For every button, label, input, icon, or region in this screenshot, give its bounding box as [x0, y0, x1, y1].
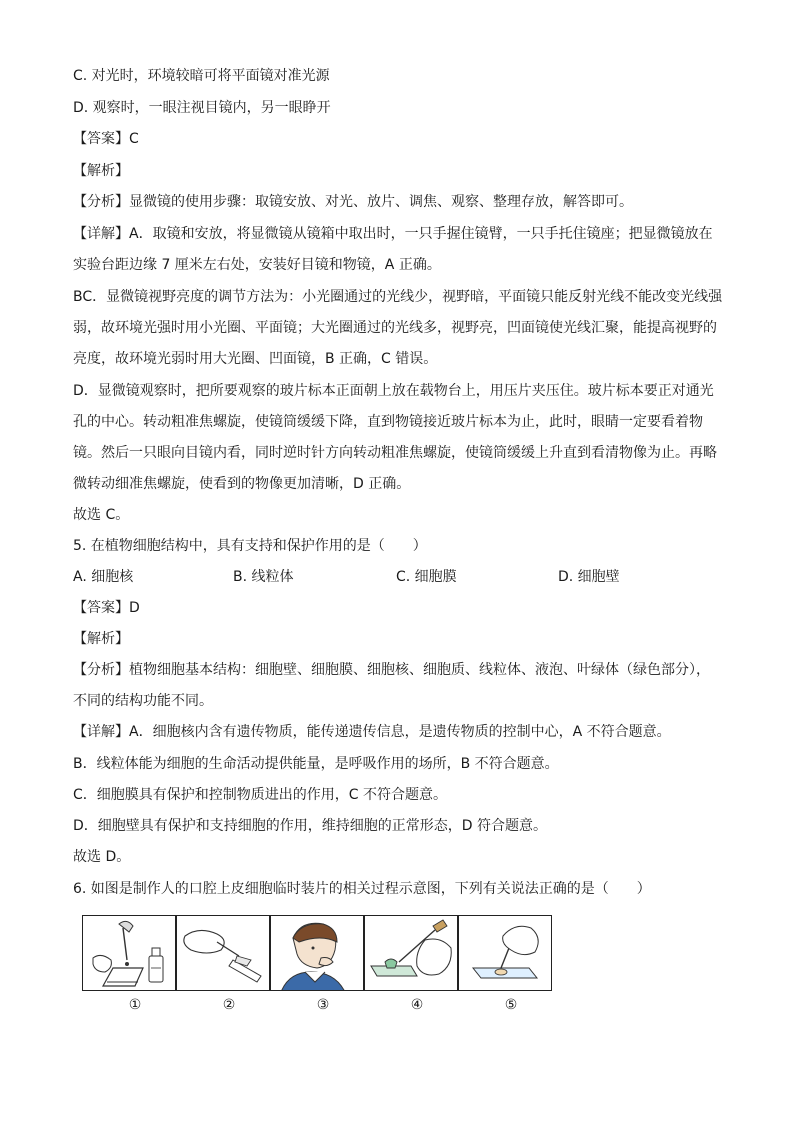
- figure-3-rinse-mouth: [270, 915, 364, 991]
- figure-label-4: ④: [410, 997, 424, 1013]
- conclusion-q5: 故选 D。: [73, 849, 131, 865]
- analysis-summary-q4: 【分析】显微镜的使用步骤：取镜安放、对光、放片、调焦、观察、整理存放，解答即可。: [73, 194, 633, 210]
- figure-2-cover-slip: [176, 915, 270, 991]
- analysis-line-1-q5: 【分析】植物细胞基本结构：细胞壁、细胞膜、细胞核、细胞质、线粒体、液泡、叶绿体（绿色部分），: [73, 662, 710, 678]
- question-6: 6. 如图是制作人的口腔上皮细胞临时装片的相关过程示意图，下列有关说法正确的是（ ）: [73, 881, 651, 897]
- figure-label-2: ②: [222, 997, 236, 1013]
- detail-line-9: 微转动细准焦螺旋，使看到的物像更加清晰，D 正确。: [73, 476, 411, 492]
- figure-5-scrape-cells: [458, 915, 552, 991]
- detail-line-4: 弱，故环境光强时用小光圈、平面镜；大光圈通过的光线多，视野亮，凹面镜使光线汇聚，能提高视野的: [73, 320, 717, 336]
- figure-4-stain: [364, 915, 458, 991]
- detail-line-1: 【详解】A．取镜和安放，将显微镜从镜箱中取出时，一只手握住镜臂，一只手托住镜座；把显微镜放在: [73, 226, 713, 242]
- option-c-q5: C. 细胞膜: [396, 569, 457, 585]
- answer-q4: 【答案】C: [73, 131, 139, 147]
- option-c-q4: C. 对光时，环境较暗可将平面镜对准光源: [73, 68, 330, 84]
- detail-line-2: 实验台距边缘 7 厘米左右处，安装好目镜和物镜，A 正确。: [73, 257, 441, 273]
- detail-d-q5: D．细胞壁具有保护和支持细胞的作用，维持细胞的正常形态，D 符合题意。: [73, 818, 548, 834]
- option-d-q4: D. 观察时，一眼注视目镜内，另一眼睁开: [73, 100, 331, 116]
- detail-line-3: BC．显微镜视野亮度的调节方法为：小光圈通过的光线少，视野暗，平面镜只能反射光线不能改变光线强: [73, 289, 723, 305]
- question-5: 5. 在植物细胞结构中，具有支持和保护作用的是（ ）: [73, 538, 427, 554]
- answer-q5: 【答案】D: [73, 600, 140, 616]
- detail-line-5: 亮度，故环境光弱时用大光圈、凹面镜，B 正确，C 错误。: [73, 351, 438, 367]
- analysis-heading-q5: 【解析】: [73, 631, 129, 647]
- detail-c-q5: C．细胞膜具有保护和控制物质进出的作用，C 不符合题意。: [73, 787, 447, 803]
- option-b-q5: B. 线粒体: [233, 569, 294, 585]
- detail-a-q5: 【详解】A．细胞核内含有遗传物质，能传递遗传信息，是遗传物质的控制中心，A 不符合题意。: [73, 724, 671, 740]
- detail-line-7: 孔的中心。转动粗准焦螺旋，使镜筒缓缓下降，直到物镜接近玻片标本为止，此时，眼睛一定要看着物: [73, 414, 703, 430]
- figure-1-drop-water: [82, 915, 176, 991]
- figure-label-1: ①: [128, 997, 142, 1013]
- detail-b-q5: B．线粒体能为细胞的生命活动提供能量，是呼吸作用的场所，B 不符合题意。: [73, 756, 559, 772]
- option-d-q5: D. 细胞壁: [558, 569, 620, 585]
- option-a-q5: A. 细胞核: [73, 569, 134, 585]
- detail-line-8: 镜。然后一只眼向目镜内看，同时逆时针方向转动粗准焦螺旋，使镜筒缓缓上升直到看清物像为止。再略: [73, 445, 717, 461]
- detail-line-6: D．显微镜观察时，把所要观察的玻片标本正面朝上放在载物台上，用压片夹压住。玻片标本要正对通光: [73, 383, 714, 399]
- analysis-line-2-q5: 不同的结构功能不同。: [73, 693, 213, 709]
- figure-label-5: ⑤: [504, 997, 518, 1013]
- conclusion-q4: 故选 C。: [73, 507, 130, 523]
- analysis-heading-q4: 【解析】: [73, 163, 129, 179]
- figure-label-3: ③: [316, 997, 330, 1013]
